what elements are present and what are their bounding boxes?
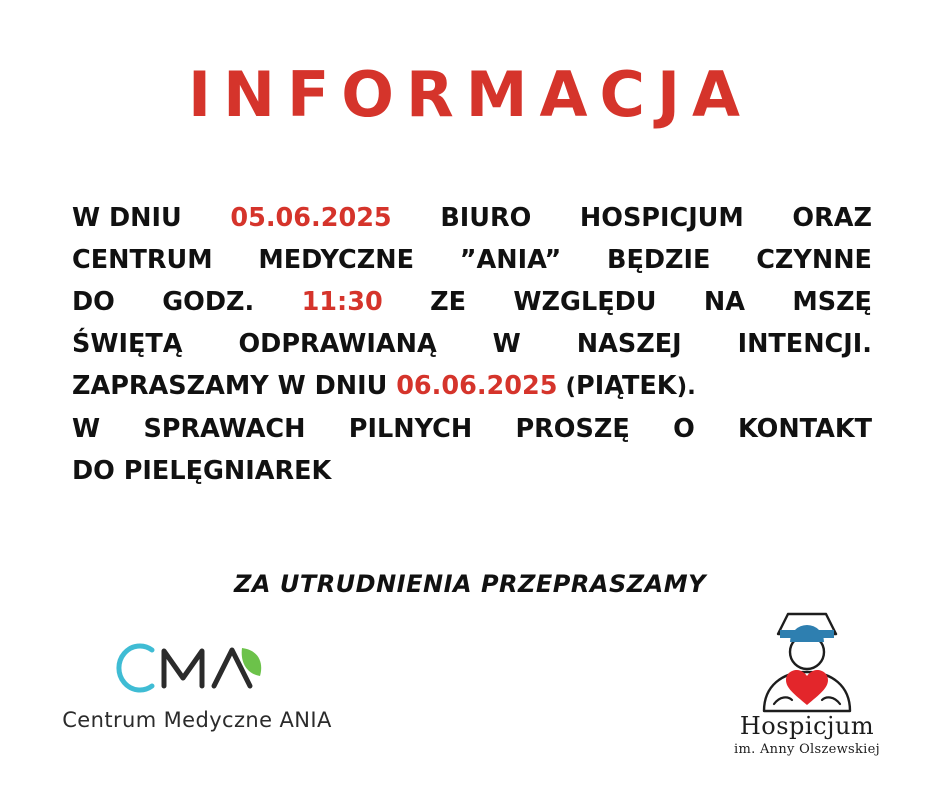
cma-wordmark-icon [108,636,298,698]
line5-part-e: ). [676,374,696,400]
line4-part-c: W [492,329,521,359]
line3-part-g: MSZĘ [792,287,872,317]
hospicjum-logo [712,608,902,768]
cma-logo-mark [108,636,298,698]
line1-part-c: BIURO [440,203,532,233]
line3-part-f: NA [703,287,745,317]
line1-part-e: ORAZ [792,203,872,233]
announcement-line-4 [72,323,872,365]
announcement-text [72,197,872,492]
announcement-line-7: DO PIELĘGNIAREK [72,456,332,486]
hospicjum-logo-mark [734,608,880,713]
announcement-line-1 [72,197,872,239]
line6-part-f: KONTAKT [738,414,872,444]
line2-part-c: ”ANIA” [459,245,562,275]
announcement-line-3 [72,281,872,323]
line5-part-c: ( [557,374,577,400]
line2-part-e: CZYNNE [756,245,872,275]
hospicjum-name: Hospicjum [739,712,875,740]
line2-part-d: BĘDZIE [607,245,711,275]
line6-part-d: PROSZĘ [515,414,630,444]
line3-part-a: DO [72,287,115,317]
nurse-with-heart-icon [734,608,880,713]
date-start: 05.06.2025 [230,203,392,233]
announcement-line-6 [72,408,872,450]
line1-part-d: HOSPICJUM [579,203,744,233]
announcement-line-5 [72,365,872,408]
cma-logo [52,636,342,746]
apology-text: ZA UTRUDNIENIA PRZEPRASZAMY [234,570,706,598]
line3-part-b: GODZ. [162,287,255,317]
line6-part-c: PILNYCH [348,414,473,444]
line3-part-d: ZE [430,287,467,317]
line1-part-a: W DNIU [72,203,182,233]
line5-part-a: ZAPRASZAMY W DNIU [72,371,397,401]
line5-part-d: PIĄTEK [576,371,677,401]
date-reopen: 06.06.2025 [396,371,558,401]
page-title: INFORMACJA [188,58,752,131]
line6-part-a: W [72,414,101,444]
line2-part-b: MEDYCZNE [258,245,414,275]
closing-time: 11:30 [301,287,383,317]
line2-part-a: CENTRUM [72,245,213,275]
line6-part-b: SPRAWACH [143,414,306,444]
cma-logo-caption: Centrum Medyczne ANIA [62,708,332,732]
line4-part-d: NASZEJ [576,329,682,359]
line4-part-b: ODPRAWIANĄ [238,329,437,359]
announcement-line-2 [72,239,872,281]
line3-part-e: WZGLĘDU [513,287,657,317]
line4-part-a: ŚWIĘTĄ [72,329,183,359]
line4-part-e: INTENCJI. [737,329,872,359]
line6-part-e: O [673,414,695,444]
hospicjum-subtitle: im. Anny Olszewskiej [734,742,880,757]
